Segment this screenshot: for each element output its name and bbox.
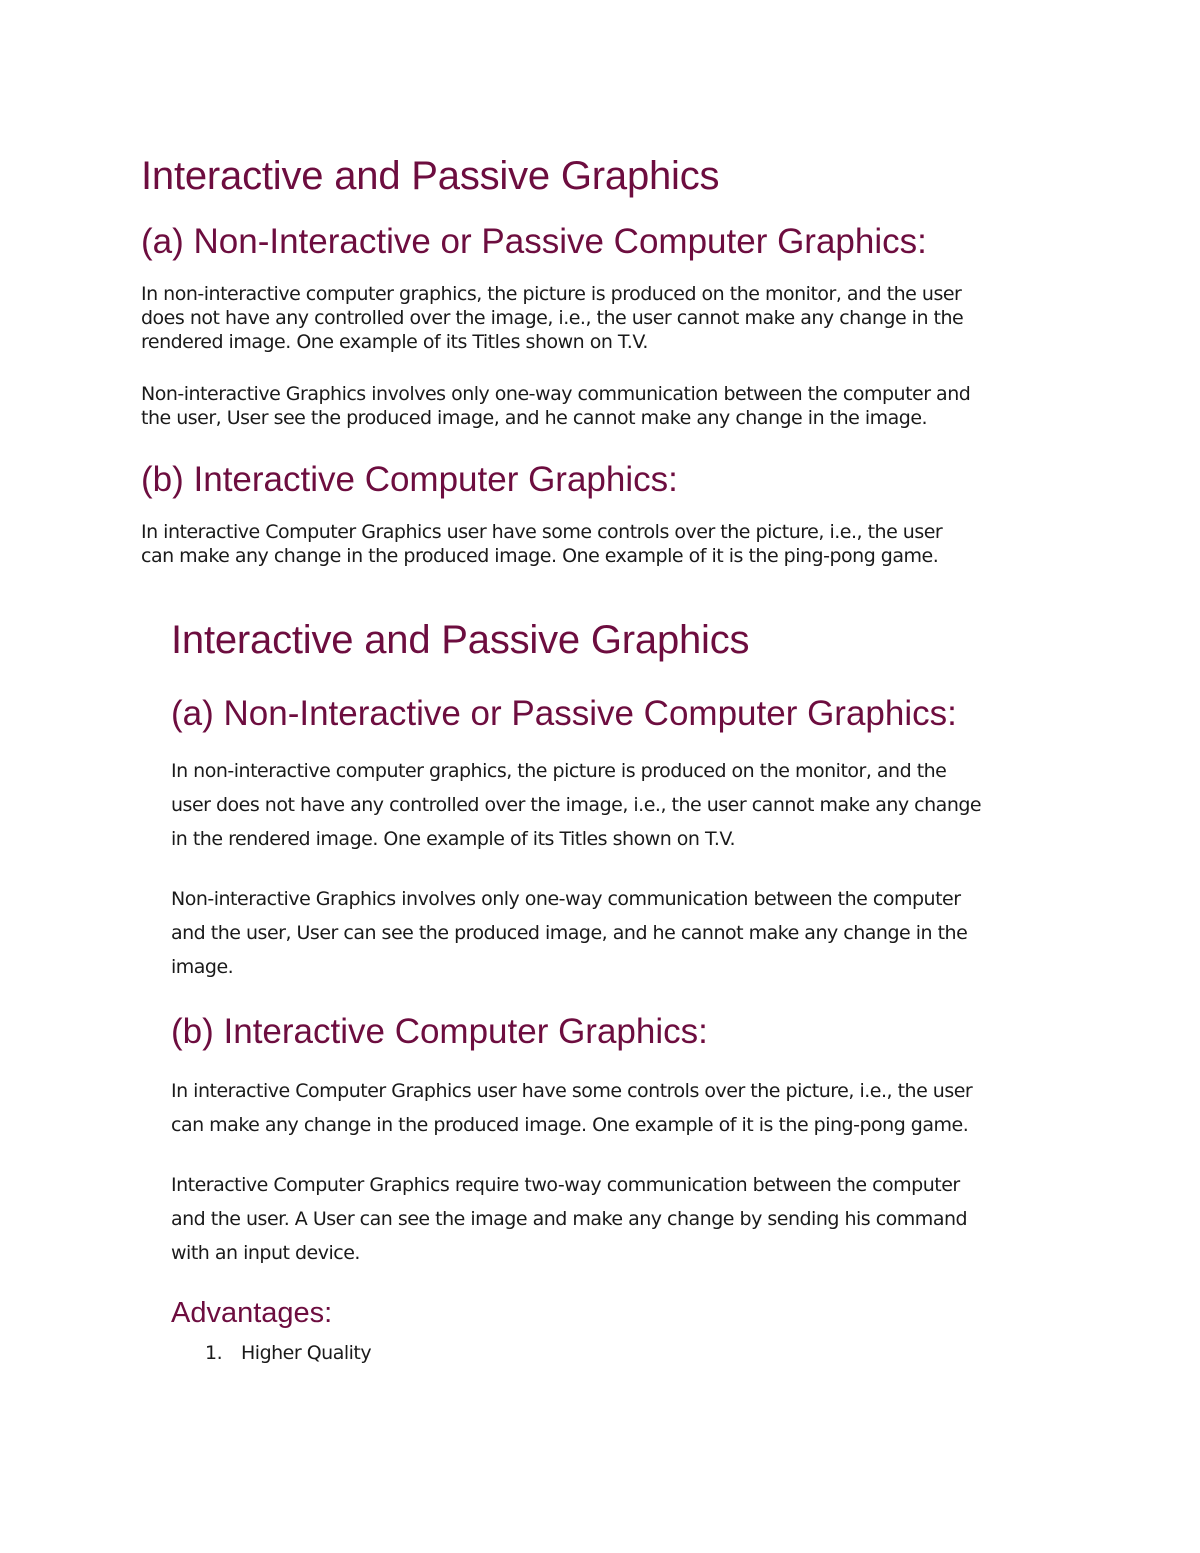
heading-interactive: (b) Interactive Computer Graphics: — [141, 460, 678, 499]
paragraph-interactive-2 — [171, 1168, 1071, 1270]
text-line: In interactive Computer Graphics user have some controls over the picture, i.e., the user — [141, 521, 943, 543]
text-line: and the user, User can see the produced image, and he cannot make any change in the — [171, 922, 968, 944]
text-line: Interactive Computer Graphics require two-way communication between the computer — [171, 1174, 960, 1196]
list-item-number: 1. — [205, 1342, 223, 1364]
heading-non-interactive-repeat: (a) Non-Interactive or Passive Computer Graphics: — [171, 694, 957, 733]
heading-interactive-repeat: (b) Interactive Computer Graphics: — [171, 1012, 708, 1051]
section-2 — [171, 612, 1071, 1368]
heading-non-interactive: (a) Non-Interactive or Passive Computer Graphics: — [141, 222, 927, 261]
text-line: the user, User see the produced image, and he cannot make any change in the image. — [141, 407, 928, 429]
list-item — [171, 1338, 1071, 1368]
text-line: In non-interactive computer graphics, the picture is produced on the monitor, and the user — [141, 283, 962, 305]
text-line: can make any change in the produced image. One example of it is the ping-pong game. — [171, 1114, 969, 1136]
text-line: with an input device. — [171, 1242, 360, 1264]
advantages-list — [171, 1338, 1071, 1368]
paragraph-non-interactive-1-repeat — [171, 754, 1071, 856]
advantages-heading: Advantages: — [171, 1297, 333, 1329]
paragraph-interactive-1-repeat — [171, 1074, 1071, 1142]
text-line: image. — [171, 956, 234, 978]
text-line: in the rendered image. One example of its Titles shown on T.V. — [171, 828, 735, 850]
text-line: In interactive Computer Graphics user have some controls over the picture, i.e., the user — [171, 1080, 973, 1102]
page-title: Interactive and Passive Graphics — [141, 154, 720, 198]
paragraph-non-interactive-1 — [141, 282, 1071, 354]
text-line: can make any change in the produced image. One example of it is the ping-pong game. — [141, 545, 939, 567]
text-line: and the user. A User can see the image and make any change by sending his command — [171, 1208, 968, 1230]
section-1 — [141, 148, 1071, 568]
paragraph-interactive-1 — [141, 520, 1071, 568]
paragraph-non-interactive-2-repeat — [171, 882, 1071, 984]
list-item-text: Higher Quality — [241, 1342, 372, 1364]
text-line: In non-interactive computer graphics, the picture is produced on the monitor, and the — [171, 760, 947, 782]
text-line: Non-interactive Graphics involves only one-way communication between the computer and — [141, 383, 971, 405]
page-title-repeat: Interactive and Passive Graphics — [171, 618, 750, 662]
text-line: user does not have any controlled over the image, i.e., the user cannot make any change — [171, 794, 982, 816]
text-line: rendered image. One example of its Titles shown on T.V. — [141, 331, 648, 353]
text-line: Non-interactive Graphics involves only one-way communication between the computer — [171, 888, 961, 910]
text-line: does not have any controlled over the image, i.e., the user cannot make any change in the — [141, 307, 964, 329]
paragraph-non-interactive-2 — [141, 382, 1071, 430]
